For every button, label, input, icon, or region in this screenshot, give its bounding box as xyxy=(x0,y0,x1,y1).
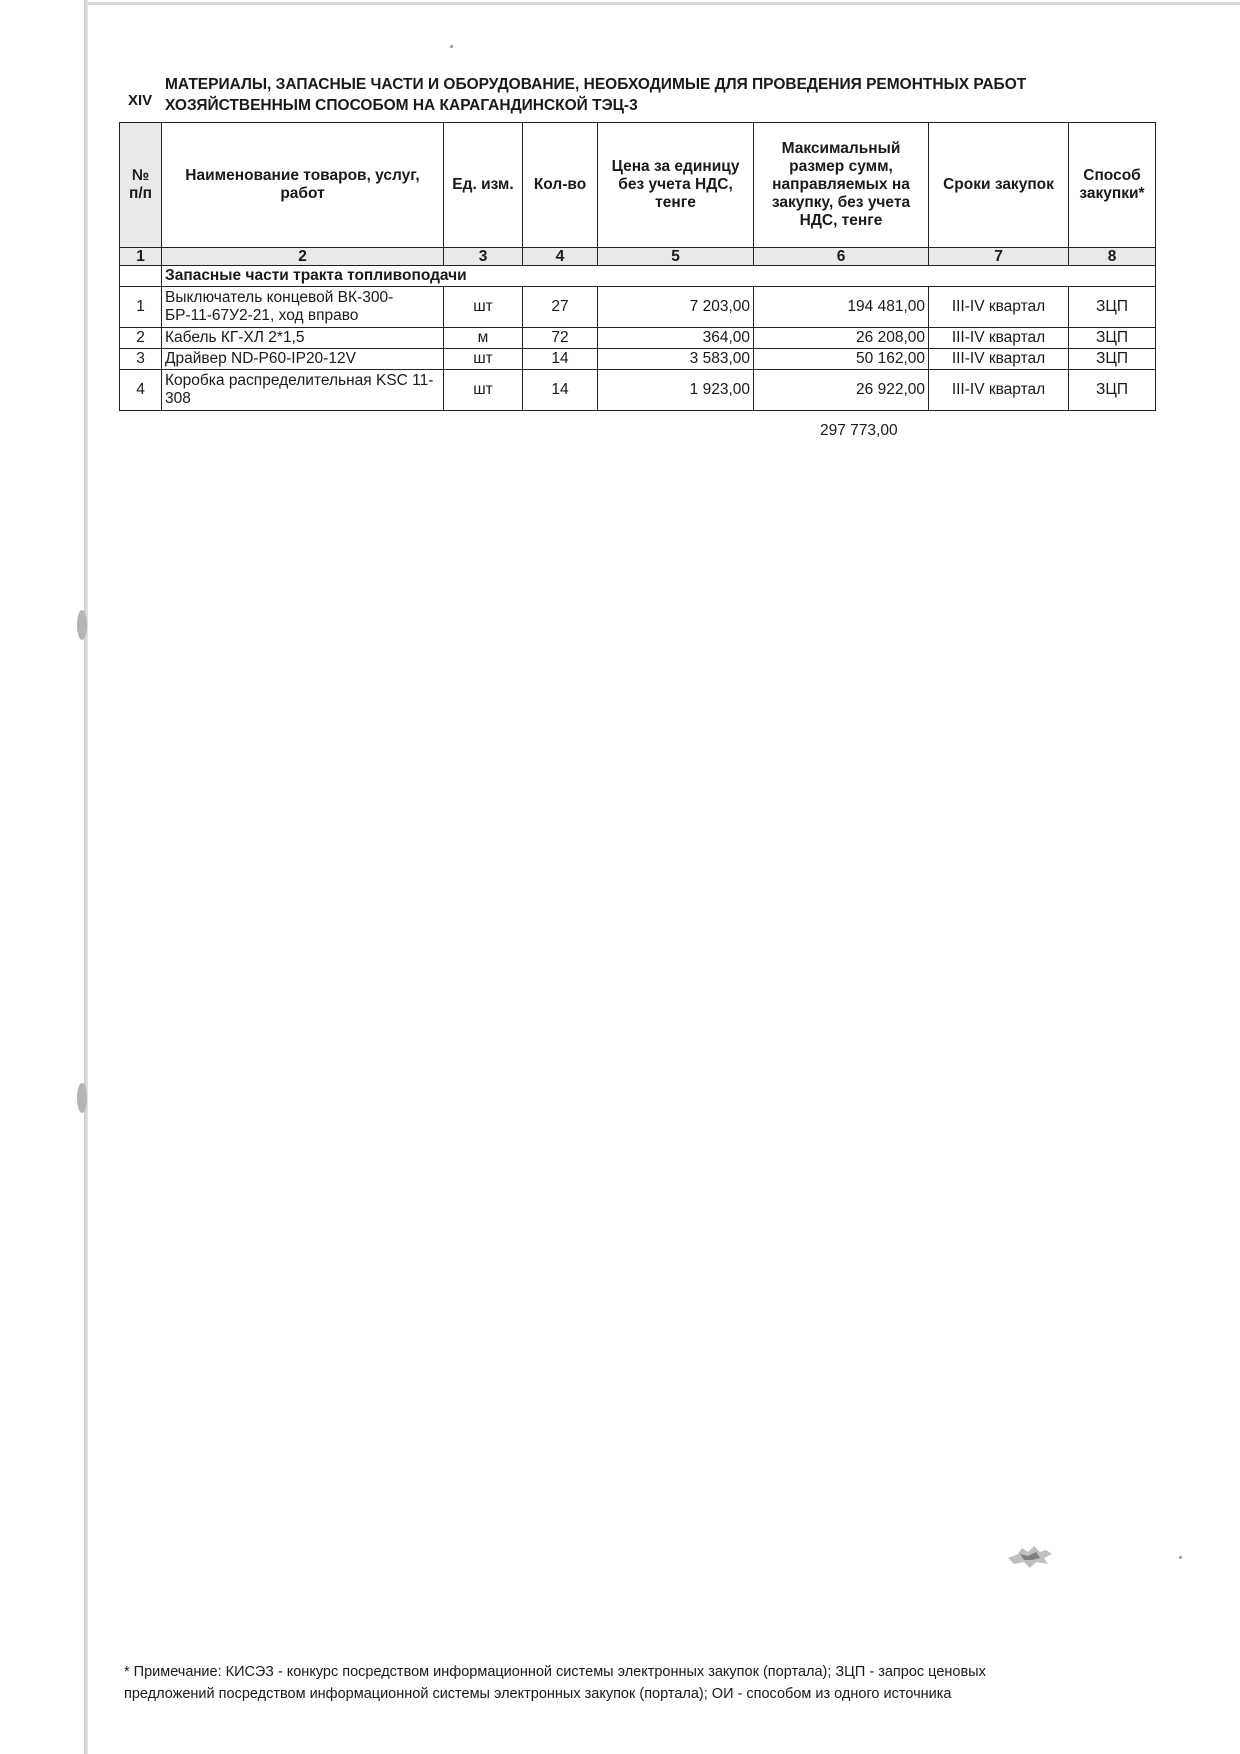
row-method: ЗЦП xyxy=(1069,349,1156,370)
row-price: 1 923,00 xyxy=(598,370,754,411)
row-terms: III-IV квартал xyxy=(929,328,1069,349)
row-method: ЗЦП xyxy=(1069,370,1156,411)
footnote xyxy=(124,1661,1124,1705)
group-row xyxy=(120,266,1156,287)
row-qty: 27 xyxy=(523,287,598,328)
row-qty: 72 xyxy=(523,328,598,349)
row-price: 7 203,00 xyxy=(598,287,754,328)
table-total: 297 773,00 xyxy=(820,422,898,439)
header-qty: Кол-во xyxy=(523,123,598,248)
header-num: № п/п xyxy=(120,123,162,248)
table-row xyxy=(120,287,1156,328)
table-header-row xyxy=(120,123,1156,248)
header-price: Цена за единицу без учета НДС, тенге xyxy=(598,123,754,248)
group-row-spacer xyxy=(120,266,162,287)
row-sum: 194 481,00 xyxy=(754,287,929,328)
column-number: 7 xyxy=(929,248,1069,266)
punch-hole-upper xyxy=(77,610,87,640)
row-unit: шт xyxy=(444,349,523,370)
column-number: 2 xyxy=(162,248,444,266)
row-sum: 26 922,00 xyxy=(754,370,929,411)
row-name: Драйвер ND-P60-IP20-12V xyxy=(162,349,444,370)
section-title xyxy=(165,74,1125,116)
row-sum: 26 208,00 xyxy=(754,328,929,349)
section-title-line2: ХОЗЯЙСТВЕННЫМ СПОСОБОМ НА КАРАГАНДИНСКОЙ ТЭЦ-3 xyxy=(165,97,638,114)
header-unit: Ед. изм. xyxy=(444,123,523,248)
row-terms: III-IV квартал xyxy=(929,370,1069,411)
column-number: 1 xyxy=(120,248,162,266)
row-terms: III-IV квартал xyxy=(929,287,1069,328)
punch-hole-lower xyxy=(77,1083,87,1113)
section-title-line1: МАТЕРИАЛЫ, ЗАПАСНЫЕ ЧАСТИ И ОБОРУДОВАНИЕ, НЕОБХОДИМЫЕ ДЛЯ ПРОВЕДЕНИЯ РЕМОНТНЫХ РАБОТ xyxy=(165,76,1027,93)
row-price: 3 583,00 xyxy=(598,349,754,370)
header-terms: Сроки закупок xyxy=(929,123,1069,248)
scan-top-edge xyxy=(88,2,1240,5)
section-number: XIV xyxy=(128,92,153,109)
column-numbers-row xyxy=(120,248,1156,266)
table-row xyxy=(120,370,1156,411)
scan-left-edge xyxy=(84,0,88,1754)
row-price: 364,00 xyxy=(598,328,754,349)
group-row-cell xyxy=(162,266,1156,287)
row-qty: 14 xyxy=(523,370,598,411)
row-sum: 50 162,00 xyxy=(754,349,929,370)
row-num: 1 xyxy=(120,287,162,328)
row-method: ЗЦП xyxy=(1069,287,1156,328)
row-num: 4 xyxy=(120,370,162,411)
row-name: Кабель КГ-ХЛ 2*1,5 xyxy=(162,328,444,349)
scan-speck xyxy=(450,45,453,48)
group-label: Запасные части тракта топливоподачи xyxy=(165,267,467,284)
table-row xyxy=(120,349,1156,370)
row-name: Выключатель концевой ВК-300-БР-11-67У2-21, ход вправо xyxy=(162,287,444,328)
footnote-line2: предложений посредством информационной системы электронных закупок (портала); ОИ - способом из одного источника xyxy=(124,1686,952,1702)
column-number: 6 xyxy=(754,248,929,266)
table-row xyxy=(120,328,1156,349)
row-unit: м xyxy=(444,328,523,349)
header-name: Наименование товаров, услуг, работ xyxy=(162,123,444,248)
column-number: 3 xyxy=(444,248,523,266)
row-name: Коробка распределительная KSC 11-308 xyxy=(162,370,444,411)
row-unit: шт xyxy=(444,370,523,411)
column-number: 5 xyxy=(598,248,754,266)
ink-smudge xyxy=(1006,1540,1056,1570)
scan-speck xyxy=(1179,1556,1182,1559)
footnote-line1: * Примечание: КИСЭЗ - конкурс посредством информационной системы электронных закупок (портала); ЗЦП - запрос ценовых xyxy=(124,1664,986,1680)
column-number: 4 xyxy=(523,248,598,266)
row-unit: шт xyxy=(444,287,523,328)
row-num: 2 xyxy=(120,328,162,349)
header-method: Способ закупки* xyxy=(1069,123,1156,248)
header-max-sum: Максимальный размер сумм, направляемых на закупку, без учета НДС, тенге xyxy=(754,123,929,248)
row-num: 3 xyxy=(120,349,162,370)
row-terms: III-IV квартал xyxy=(929,349,1069,370)
row-qty: 14 xyxy=(523,349,598,370)
column-number: 8 xyxy=(1069,248,1156,266)
row-method: ЗЦП xyxy=(1069,328,1156,349)
procurement-table xyxy=(119,122,1156,411)
